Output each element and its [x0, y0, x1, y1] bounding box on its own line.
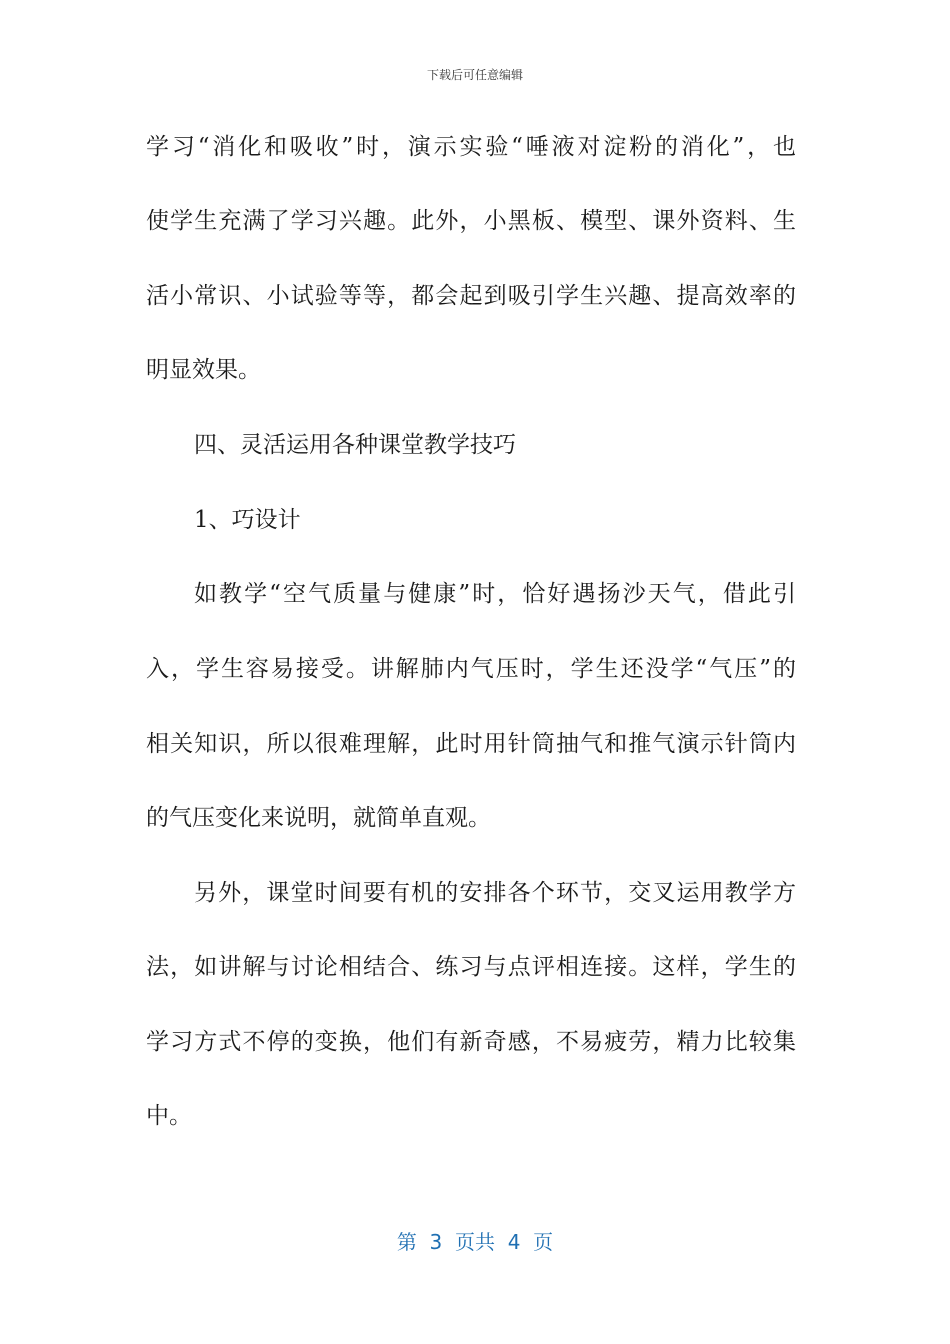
section-heading: 四、灵活运用各种课堂教学技巧 [194, 432, 516, 458]
paragraph-line: 入，学生容易接受。讲解肺内气压时，学生还没学“气压”的 [146, 656, 796, 682]
paragraph-line: 中。 [146, 1103, 192, 1129]
paragraph-line: 学习方式不停的变换，他们有新奇感，不易疲劳，精力比较集 [146, 1029, 796, 1055]
paragraph-line: 明显效果。 [146, 357, 261, 383]
paragraph-line: 如教学“空气质量与健康”时，恰好遇扬沙天气，借此引 [194, 581, 796, 607]
paragraph-line: 法，如讲解与讨论相结合、练习与点评相连接。这样，学生的 [146, 954, 796, 980]
subsection-heading: 1、巧设计 [194, 507, 301, 533]
paragraph-line: 使学生充满了学习兴趣。此外，小黑板、模型、课外资料、生 [146, 208, 796, 234]
paragraph-line: 另外，课堂时间要有机的安排各个环节，交叉运用教学方 [194, 880, 796, 906]
page-number-footer: 第 3 页共 4 页 [396, 1230, 554, 1254]
paragraph-line: 相关知识，所以很难理解，此时用针筒抽气和推气演示针筒内 [146, 731, 796, 757]
paragraph-line: 活小常识、小试验等等，都会起到吸引学生兴趣、提高效率的 [146, 283, 796, 309]
paragraph-line: 的气压变化来说明，就简单直观。 [146, 805, 491, 831]
download-note-header: 下载后可任意编辑 [426, 68, 523, 82]
paragraph-line: 学习“消化和吸收”时，演示实验“唾液对淀粉的消化”，也 [146, 134, 796, 160]
